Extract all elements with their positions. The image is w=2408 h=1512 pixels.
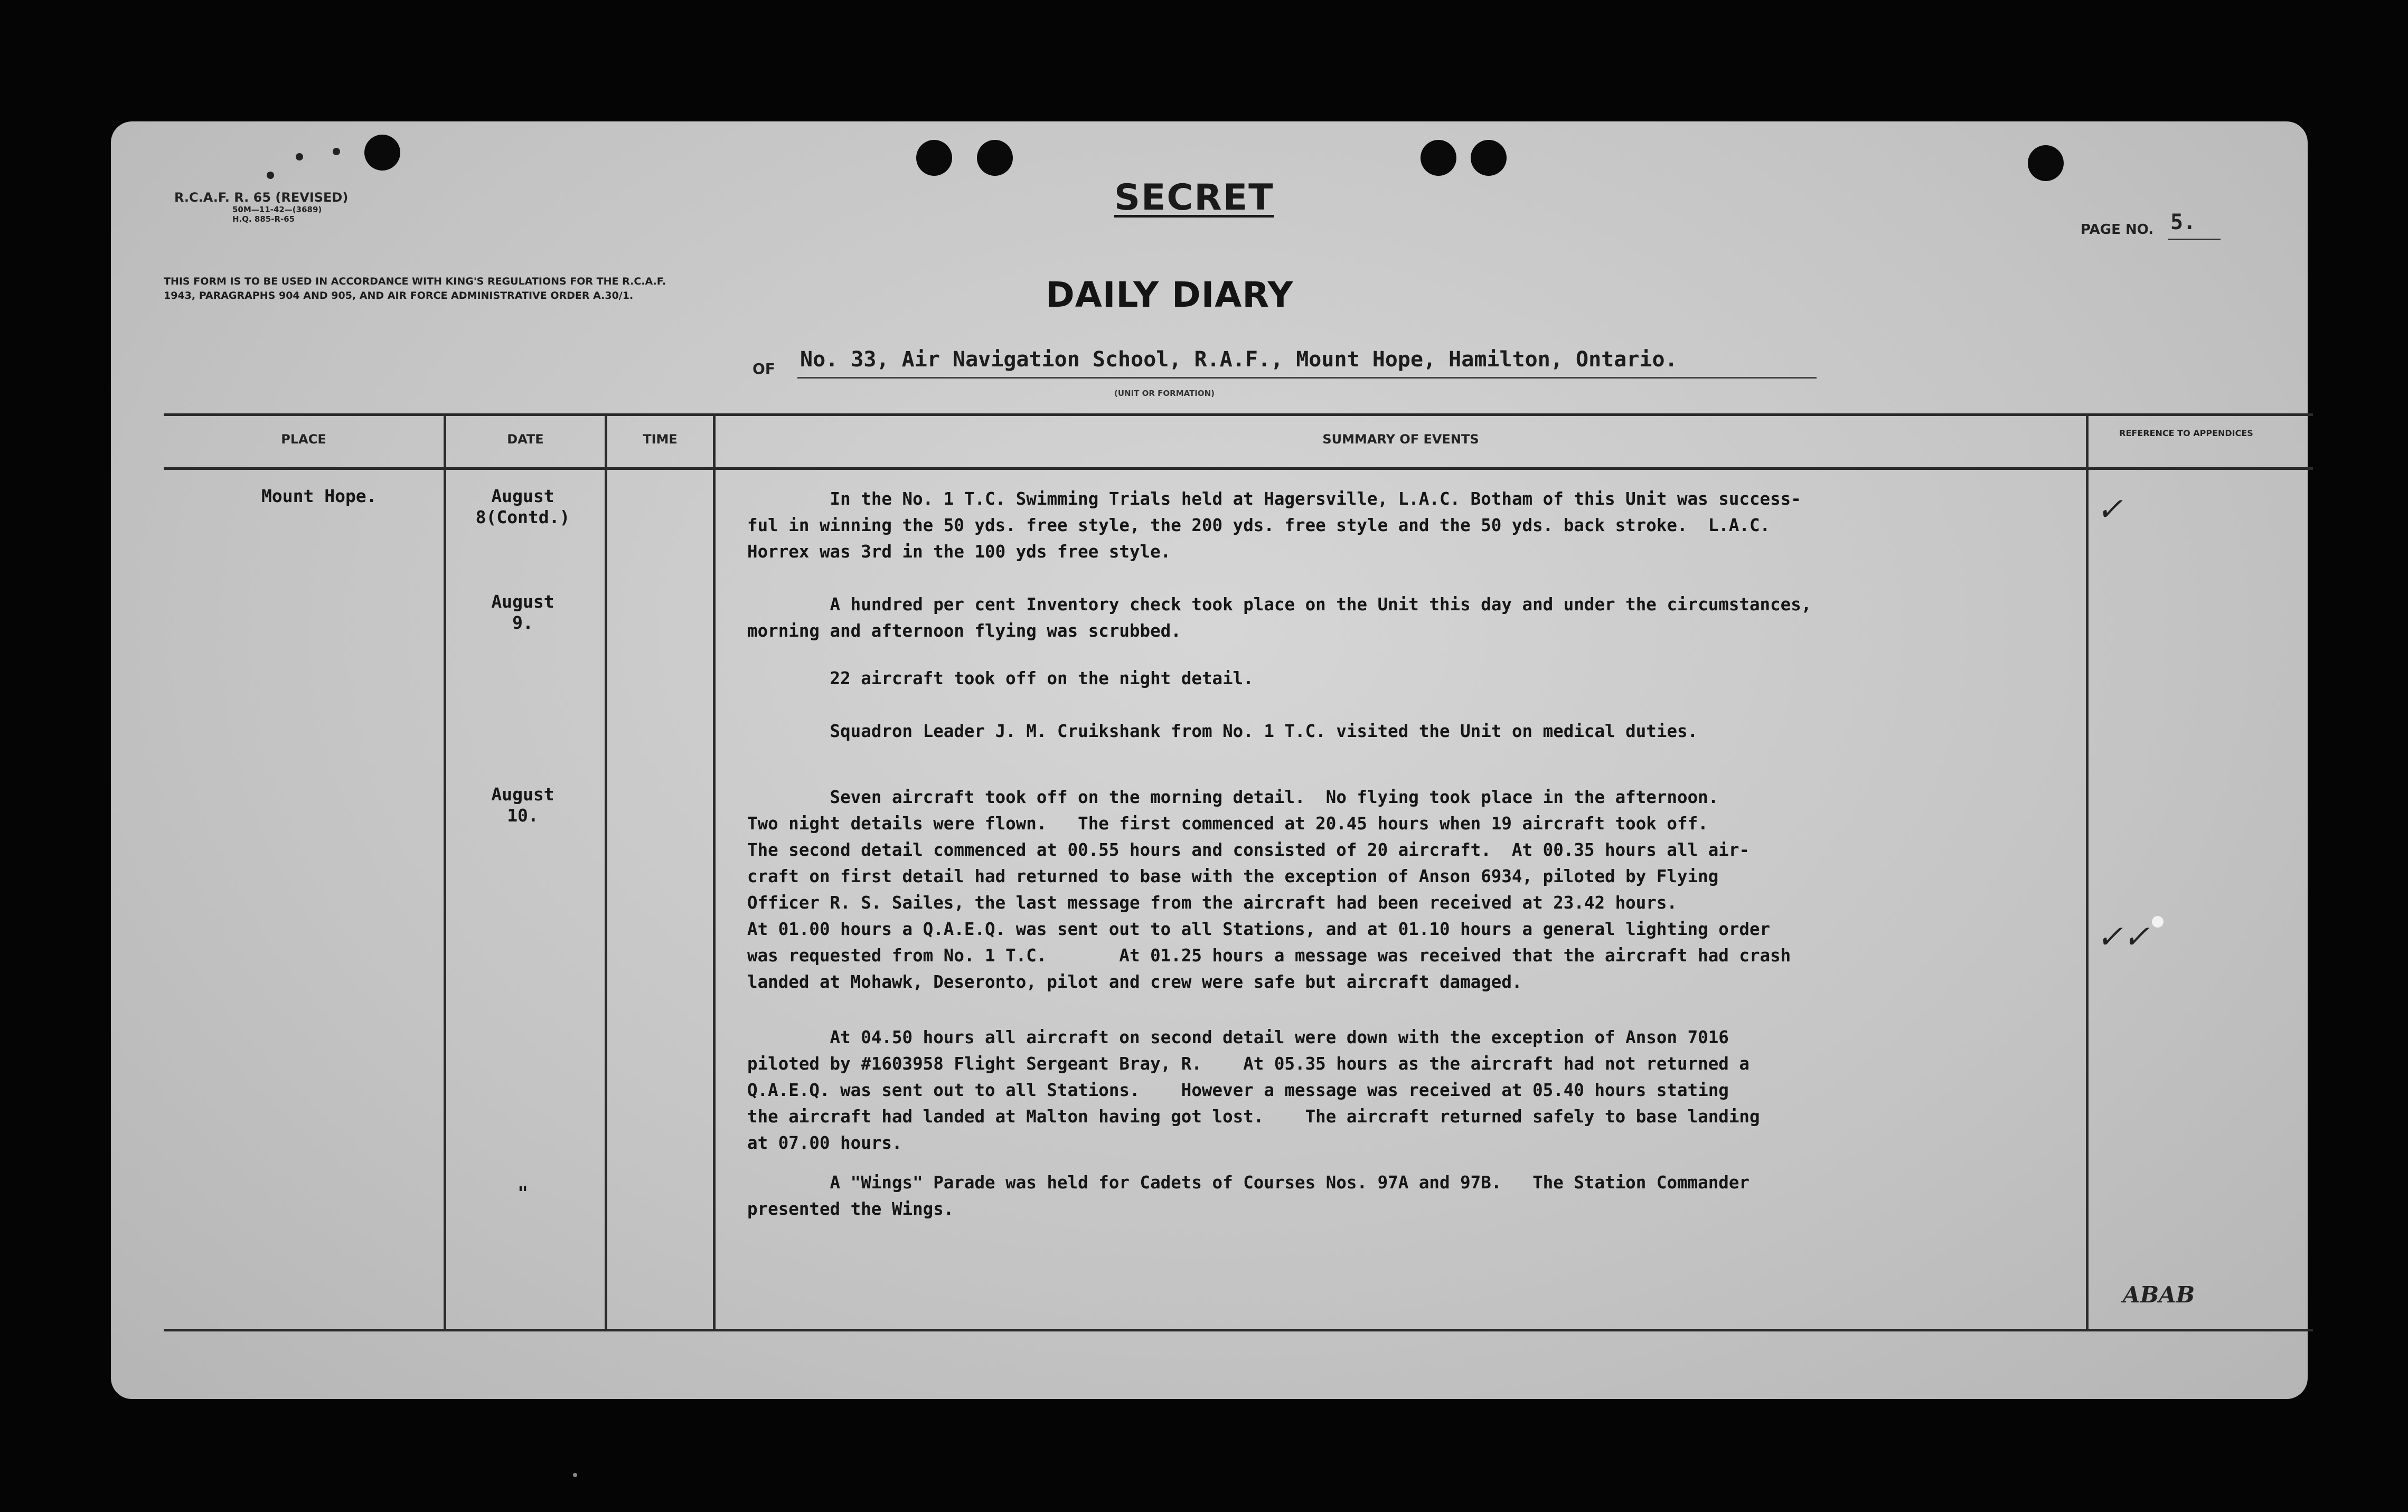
punch-hole: [1421, 140, 1456, 176]
table-header-rule: [164, 467, 2313, 470]
column-divider: [713, 415, 716, 1330]
punch-hole: [977, 140, 1013, 176]
classification-heading: SECRET: [1114, 177, 1274, 219]
check-mark: ✓✓: [2096, 919, 2150, 956]
summary-entry: Seven aircraft took off on the morning detail. No flying took place in the afternoon. Two night details were flown. The first commenced at 20.45 hours when 19 aircraft took off. The second detail commenced at 00.55 hours and consisted of 20 aircraft. At 00.35 hours all air- craft on first detail had returned to base with the exception of Anson 6934, piloted by Flying Officer R. S. Sailes, the last message from the aircraft had been received at 23.42 hours. At 01.00 hours a Q.A.E.Q. was sent out to all Stations, and at 01.10 hours a general lighting order was requested from No. 1 T.C. At 01.25 hours a message was received that the aircraft had crash landed at Mohawk, Deseronto, pilot and crew were safe but aircraft damaged.: [747, 787, 1791, 992]
ink-speck: [267, 172, 274, 179]
summary-entry: Squadron Leader J. M. Cruikshank from No. 1 T.C. visited the Unit on medical duties.: [747, 721, 1698, 741]
column-header-time: TIME: [643, 432, 678, 447]
unit-caption: (UNIT OR FORMATION): [1114, 389, 1215, 398]
punch-hole: [364, 135, 400, 171]
column-header-reference: REFERENCE TO APPENDICES: [2119, 428, 2253, 438]
form-instructions: THIS FORM IS TO BE USED IN ACCORDANCE WITH KING'S REGULATIONS FOR THE R.C.A.F. 1943, PARAGRAPHS 904 AND 905, AND AIR FORCE ADMINISTRATIVE ORDER A.30/1.: [164, 276, 666, 301]
film-speck: [573, 1473, 577, 1477]
summary-entry: In the No. 1 T.C. Swimming Trials held at Hagersville, L.A.C. Botham of this Unit was success- ful in winning the 50 yds. free style, the 200 yds. free style and the 50 yds. back stroke. L.A.C. Horrex was 3rd in the 100 yds free style.: [747, 489, 1801, 562]
date-cell: August 8(Contd.): [475, 486, 570, 527]
unit-underline: [797, 377, 1817, 379]
paper-blemish: [2152, 916, 2164, 928]
form-hq-code: H.Q. 885-R-65: [232, 214, 295, 224]
date-cell: August 9.: [491, 591, 554, 633]
date-cell: August 10.: [491, 784, 554, 826]
column-divider: [444, 415, 446, 1330]
check-mark: ✓: [2096, 491, 2123, 528]
page-number-label: PAGE NO.: [2081, 222, 2154, 238]
table-top-rule: [164, 413, 2313, 416]
ink-speck: [296, 153, 303, 160]
page-number-underline: [2168, 239, 2221, 240]
column-header-place: PLACE: [281, 432, 326, 447]
date-cell: ": [518, 1183, 528, 1203]
place-cell: Mount Hope.: [261, 486, 377, 506]
column-header-summary: SUMMARY OF EVENTS: [1322, 432, 1479, 447]
form-reference: [174, 190, 348, 224]
page-number-value: 5.: [2170, 210, 2196, 234]
column-header-date: DATE: [507, 432, 544, 447]
punch-hole: [916, 140, 952, 176]
summary-entry: 22 aircraft took off on the night detail.: [747, 668, 1254, 688]
table-bottom-rule: [164, 1329, 2313, 1331]
column-divider: [605, 415, 607, 1330]
page-title: DAILY DIARY: [1046, 275, 1294, 315]
summary-entry: A "Wings" Parade was held for Cadets of Courses Nos. 97A and 97B. The Station Commander presented the Wings.: [747, 1173, 1749, 1219]
form-print-code: 50M—11-42—(3689): [232, 205, 322, 214]
unit-name: No. 33, Air Navigation School, R.A.F., Mount Hope, Hamilton, Ontario.: [800, 347, 1678, 372]
punch-hole: [1471, 140, 1507, 176]
form-number: R.C.A.F. R. 65 (REVISED): [174, 190, 349, 205]
of-label: OF: [752, 360, 775, 377]
summary-entry: A hundred per cent Inventory check took place on the Unit this day and under the circumstances, morning and afternoon flying was scrubbed.: [747, 594, 1812, 641]
summary-entry: At 04.50 hours all aircraft on second detail were down with the exception of Anson 7016 piloted by #1603958 Flight Sergeant Bray, R. At 05.35 hours as the aircraft had not returned a Q.A.E.Q. was sent out to all Stations. However a message was received at 05.40 hours stating the aircraft had landed at Malton having got lost. The aircraft returned safely to base landing at 07.00 hours.: [747, 1027, 1760, 1153]
punch-hole: [2028, 145, 2064, 181]
diary-sheet: [111, 121, 2308, 1399]
reviewer-initials: ABAB: [2123, 1282, 2195, 1308]
ink-speck: [333, 148, 340, 155]
